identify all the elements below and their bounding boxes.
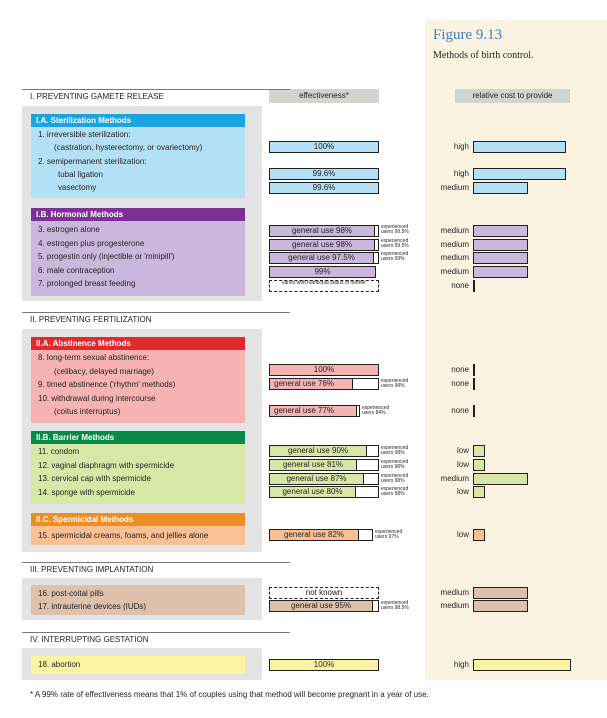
method-label: 1. irreversible sterilization: <box>38 130 131 139</box>
cost-column-background <box>425 20 607 680</box>
method-label: 12. vaginal diaphragm with spermicide <box>38 461 175 470</box>
cost-label: medium <box>440 588 469 597</box>
cost-bar <box>473 659 571 671</box>
cost-label: none <box>451 365 469 374</box>
method-label: 7. prolonged breast feeding <box>38 279 136 288</box>
cost-label: medium <box>440 601 469 610</box>
cost-bar <box>473 378 475 390</box>
effectiveness-bar: 100% <box>269 364 379 376</box>
method-label: (coitus interruptus) <box>54 407 121 416</box>
group-title: II.B. Barrier Methods <box>31 431 245 444</box>
method-label: 14. sponge with spermicide <box>38 488 135 497</box>
group-title: II.A. Abstinence Methods <box>31 337 245 350</box>
section-divider <box>22 312 290 313</box>
effectiveness-bar: general use 98% <box>269 225 375 237</box>
effectiveness-bar: general use 76% <box>269 378 353 390</box>
experienced-extension <box>353 378 379 390</box>
cost-bar <box>473 486 485 498</box>
effectiveness-bar: 99.6% <box>269 168 379 180</box>
experienced-note: experienced users 98% <box>381 473 409 484</box>
cost-label: high <box>453 142 469 151</box>
method-label: tubal ligation <box>58 170 103 179</box>
method-label: 3. estrogen alone <box>38 225 100 234</box>
cost-label: medium <box>440 253 469 262</box>
cost-bar <box>473 225 528 237</box>
cost-bar <box>473 182 528 194</box>
cost-label: low <box>456 487 469 496</box>
section-divider <box>22 632 290 633</box>
effectiveness-bar: general use 90% <box>269 445 367 457</box>
experienced-note: experienced users 98% <box>381 459 409 470</box>
group-title: I.A. Sterilization Methods <box>31 114 245 127</box>
experienced-extension <box>357 405 360 417</box>
experienced-extension <box>373 600 379 612</box>
group-title: I.B. Hormonal Methods <box>31 208 245 221</box>
cost-label: none <box>451 379 469 388</box>
cost-label: high <box>453 660 469 669</box>
method-label: vasectomy <box>58 183 97 192</box>
method-label: 11. condom <box>38 447 80 456</box>
experienced-extension <box>375 225 379 237</box>
cost-bar <box>473 445 485 457</box>
cost-bar <box>473 364 475 376</box>
experienced-extension <box>375 239 379 251</box>
method-label: 17. intrauterine devices (IUDs) <box>38 602 147 611</box>
experienced-extension <box>359 529 373 541</box>
footnote: * A 99% rate of effectiveness means that 1% of couples using that method will become pregnant in a year of use. <box>30 690 429 699</box>
effectiveness-bar: general use 77% <box>269 405 357 417</box>
group-title: II.C. Spermicidal Methods <box>31 513 245 526</box>
cost-bar <box>473 587 528 599</box>
effectiveness-unknown: not known <box>269 587 379 599</box>
experienced-extension <box>364 473 379 485</box>
cost-label: low <box>456 460 469 469</box>
experienced-note: experienced users 99.5% <box>381 238 409 249</box>
section-title: IV. INTERRUPTING GESTATION <box>30 635 149 644</box>
method-label: 2. semipermanent sterilization: <box>38 157 147 166</box>
cost-label: medium <box>440 240 469 249</box>
effectiveness-bar: general use 87% <box>269 473 364 485</box>
experienced-extension <box>357 459 379 471</box>
cost-bar <box>473 168 566 180</box>
figure-caption: Methods of birth control. <box>433 50 534 61</box>
effectiveness-unknown: varies with nutritional status of mother <box>269 280 379 292</box>
method-label: 16. post-coital pills <box>38 589 104 598</box>
experienced-extension <box>367 445 379 457</box>
experienced-note: experienced users 98% <box>381 378 409 389</box>
section-divider <box>22 562 290 563</box>
effectiveness-bar: general use 82% <box>269 529 359 541</box>
method-label: 10. withdrawal during intercourse <box>38 394 156 403</box>
cost-label: medium <box>440 183 469 192</box>
cost-label: low <box>456 446 469 455</box>
effectiveness-bar: 100% <box>269 659 379 671</box>
method-label: 9. timed abstinence ('rhythm' methods) <box>38 380 176 389</box>
effectiveness-bar: 100% <box>269 141 379 153</box>
experienced-note: experienced users 97% <box>375 529 403 540</box>
cost-bar <box>473 266 528 278</box>
cost-label: medium <box>440 474 469 483</box>
cost-label: high <box>453 169 469 178</box>
cost-bar <box>473 473 528 485</box>
experienced-note: experienced users 98% <box>381 486 409 497</box>
cost-label: medium <box>440 267 469 276</box>
cost-header: relative cost to provide <box>455 89 570 103</box>
method-label: 15. spermicidal creams, foams, and jellies alone <box>38 531 209 540</box>
cost-bar <box>473 252 528 264</box>
cost-bar <box>473 280 475 292</box>
cost-bar <box>473 529 485 541</box>
section-divider <box>22 89 290 90</box>
cost-label: medium <box>440 226 469 235</box>
section-title: II. PREVENTING FERTILIZATION <box>30 315 152 324</box>
effectiveness-header: effectiveness* <box>269 89 379 103</box>
method-label: 8. long-term sexual abstinence: <box>38 353 150 362</box>
experienced-extension <box>374 252 379 264</box>
method-label: 6. male contraception <box>38 266 115 275</box>
cost-label: none <box>451 406 469 415</box>
section-title: III. PREVENTING IMPLANTATION <box>30 565 154 574</box>
method-label: (castration, hysterectomy, or ovariectomy) <box>54 143 203 152</box>
effectiveness-bar: general use 97.5% <box>269 252 374 264</box>
method-label: 18. abortion <box>38 660 81 669</box>
cost-label: none <box>451 281 469 290</box>
cost-bar <box>473 459 485 471</box>
cost-bar <box>473 600 528 612</box>
cost-bar <box>473 239 528 251</box>
method-label: 4. estrogen plus progesterone <box>38 239 145 248</box>
experienced-extension <box>356 486 379 498</box>
figure-number: Figure 9.13 <box>433 27 503 43</box>
method-label: 5. progestin only (injectible or 'minipill') <box>38 252 175 261</box>
experienced-note: experienced users 98.5% <box>381 600 409 611</box>
experienced-note: experienced users 98% <box>381 445 409 456</box>
effectiveness-bar: 99.6% <box>269 182 379 194</box>
effectiveness-bar: general use 81% <box>269 459 357 471</box>
experienced-note: experienced users 99.5% <box>381 224 409 235</box>
method-label: 13. cervical cap with spermicide <box>38 474 151 483</box>
effectiveness-bar: 99% <box>269 266 376 278</box>
effectiveness-bar: general use 98% <box>269 239 375 251</box>
method-label: (celibacy, delayed marriage) <box>54 367 154 376</box>
effectiveness-bar: general use 95% <box>269 600 373 612</box>
cost-bar <box>473 405 475 417</box>
cost-label: low <box>456 530 469 539</box>
experienced-note: experienced users 99% <box>381 251 409 262</box>
cost-bar <box>473 141 566 153</box>
effectiveness-bar: general use 80% <box>269 486 356 498</box>
section-title: I. PREVENTING GAMETE RELEASE <box>30 92 164 101</box>
experienced-note: experienced users 84% <box>362 405 390 416</box>
